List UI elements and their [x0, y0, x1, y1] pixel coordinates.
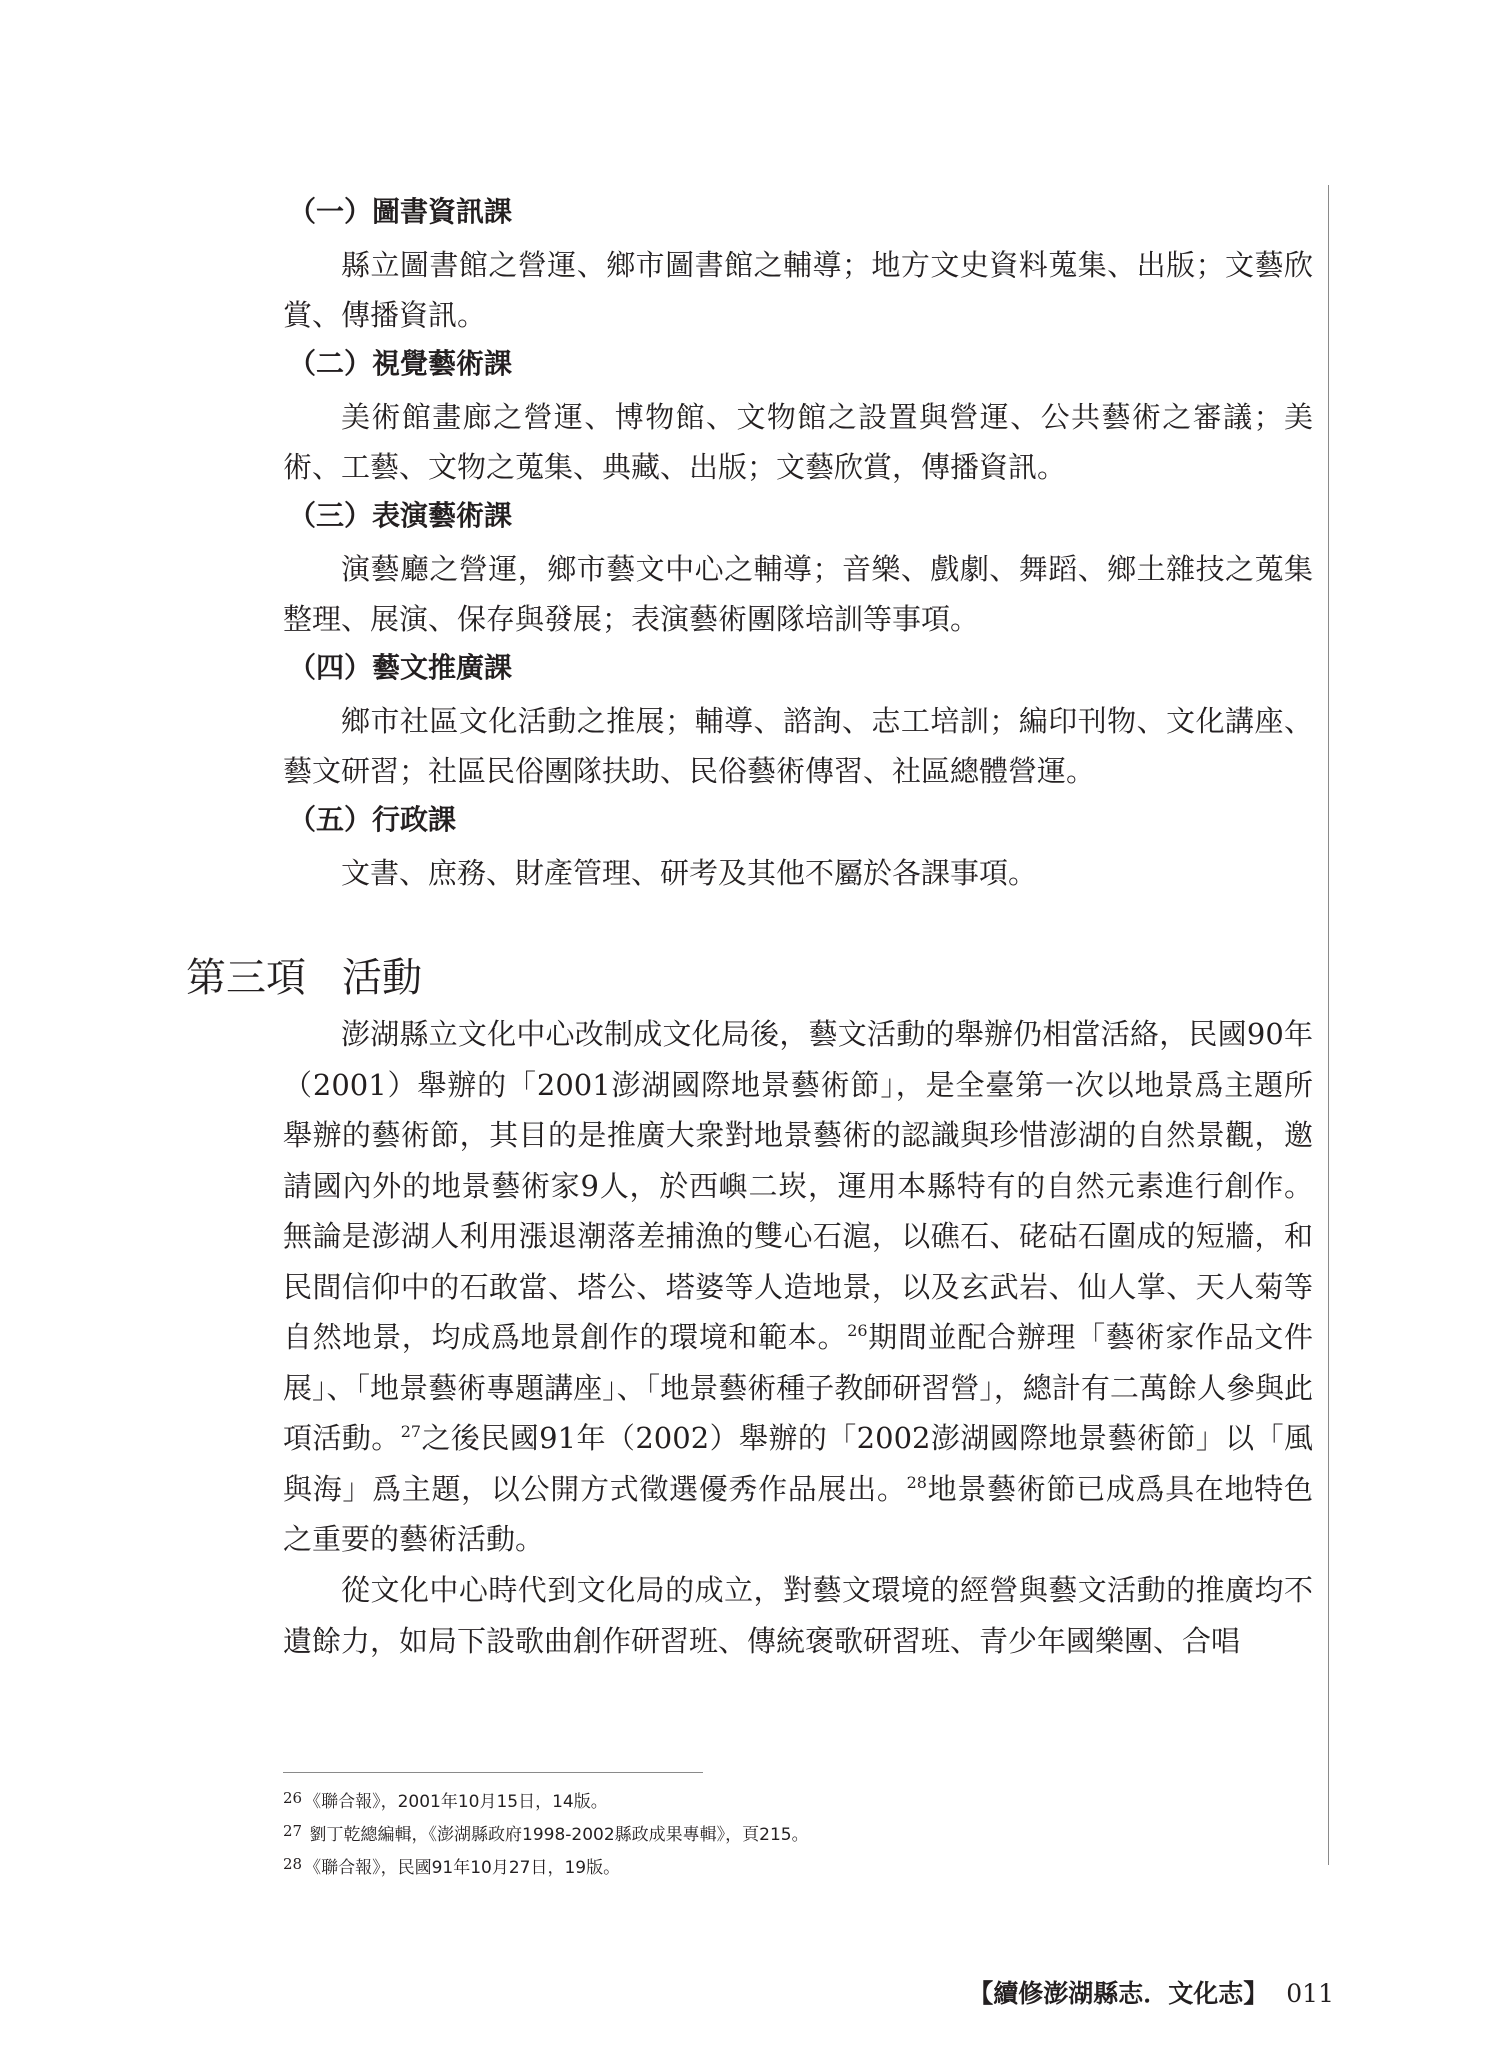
footnote-number: 26 [283, 1789, 303, 1807]
subsection-heading: （五）行政課 [288, 803, 457, 836]
section-name: 活動 [342, 955, 422, 1001]
subsection-heading: （四）藝文推廣課 [288, 651, 513, 684]
page-number: 011 [1286, 1979, 1334, 2008]
footnote-number: 28 [283, 1855, 303, 1873]
footnote-divider [283, 1772, 703, 1773]
section-number: 第三項 [186, 955, 306, 1001]
body-paragraph [283, 1009, 1313, 1565]
footnote-list [283, 1784, 1313, 1883]
subsection-body: 文書、庶務、財產管理、研考及其他不屬於各課事項。 [341, 856, 1038, 890]
footnote-text: 《聯合報》，2001年10月15日，14版。 [304, 1792, 608, 1812]
book-title: 【續修澎湖縣志．文化志】 [968, 1979, 1269, 2008]
paragraph-text: 之後民國91年（2002）舉辦的「2002澎湖國際地景藝術節」以「風與海」爲主題，以公開方式徵選優秀作品展出。 [283, 1421, 1313, 1506]
footnote-ref[interactable]: 27 [400, 1422, 422, 1441]
running-footer [968, 1977, 1334, 2011]
subsection-heading: （一）圖書資訊課 [288, 195, 513, 228]
footnote-ref[interactable]: 28 [906, 1472, 927, 1492]
footnote-item [283, 1784, 1313, 1817]
subsection-body: 美術館畫廊之營運、博物館、文物館之設置與營運、公共藝術之審議；美術、工藝、文物之蒐集、典藏、出版；文藝欣賞，傳播資訊。 [283, 400, 1313, 484]
paragraph-text: 期間並配合辦理「藝術家作品文件展」、「地景藝術專題講座」、「地景藝術種子教師研習營」，總計有二萬餘人參與此項活動。 [283, 1320, 1313, 1455]
footnote-item [283, 1817, 1313, 1850]
paragraph-text: 地景藝術節已成爲具在地特色之重要的藝術活動。 [283, 1471, 1313, 1556]
section-title [186, 950, 422, 1006]
footnote-ref[interactable]: 26 [847, 1321, 868, 1340]
subsection-body: 演藝廳之營運，鄉市藝文中心之輔導；音樂、戲劇、舞蹈、鄉土雜技之蒐集整理、展演、保存與發展；表演藝術團隊培訓等事項。 [283, 552, 1313, 636]
subsection-body: 縣立圖書館之營運、鄉市圖書館之輔導；地方文史資料蒐集、出版；文藝欣賞、傳播資訊。 [283, 248, 1313, 332]
footnote-text: 《聯合報》，民國91年10月27日，19版。 [304, 1858, 621, 1878]
subsection-heading: （二）視覺藝術課 [288, 347, 513, 380]
margin-rule [1328, 185, 1329, 1865]
body-paragraph: 從文化中心時代到文化局的成立，對藝文環境的經營與藝文活動的推廣均不遺餘力，如局下設歌曲創作研習班、傳統褒歌研習班、青少年國樂團、合唱 [283, 1573, 1313, 1658]
footnote-item [283, 1850, 1313, 1883]
footnote-number: 27 [283, 1822, 303, 1840]
subsection-body: 鄉市社區文化活動之推展；輔導、諮詢、志工培訓；編印刊物、文化講座、藝文研習；社區民俗團隊扶助、民俗藝術傳習、社區總體營運。 [283, 704, 1313, 788]
subsection-heading: （三）表演藝術課 [288, 499, 513, 532]
footnote-text: 劉丁乾總編輯，《澎湖縣政府1998-2002縣政成果專輯》，頁215。 [304, 1825, 809, 1845]
paragraph-text: 澎湖縣立文化中心改制成文化局後，藝文活動的舉辦仍相當活絡，民國90年（2001）舉辦的「2001澎湖國際地景藝術節」，是全臺第一次以地景爲主題所舉辦的藝術節，其目的是推廣大衆對地景藝術的認識與珍惜澎湖的自然景觀，邀請國內外的地景藝術家9人，於西嶼二崁，運用本縣特有的自然元素進行創作。無論是澎湖人利用漲退潮落差捕漁的雙心石滬，以礁石、硓𥑮石圍成的短牆，和民間信仰中的石敢當、塔公、塔婆等人造地景，以及玄武岩、仙人掌、天人菊等自然地景，均成爲地景創作的環境和範本。 [283, 1017, 1313, 1354]
